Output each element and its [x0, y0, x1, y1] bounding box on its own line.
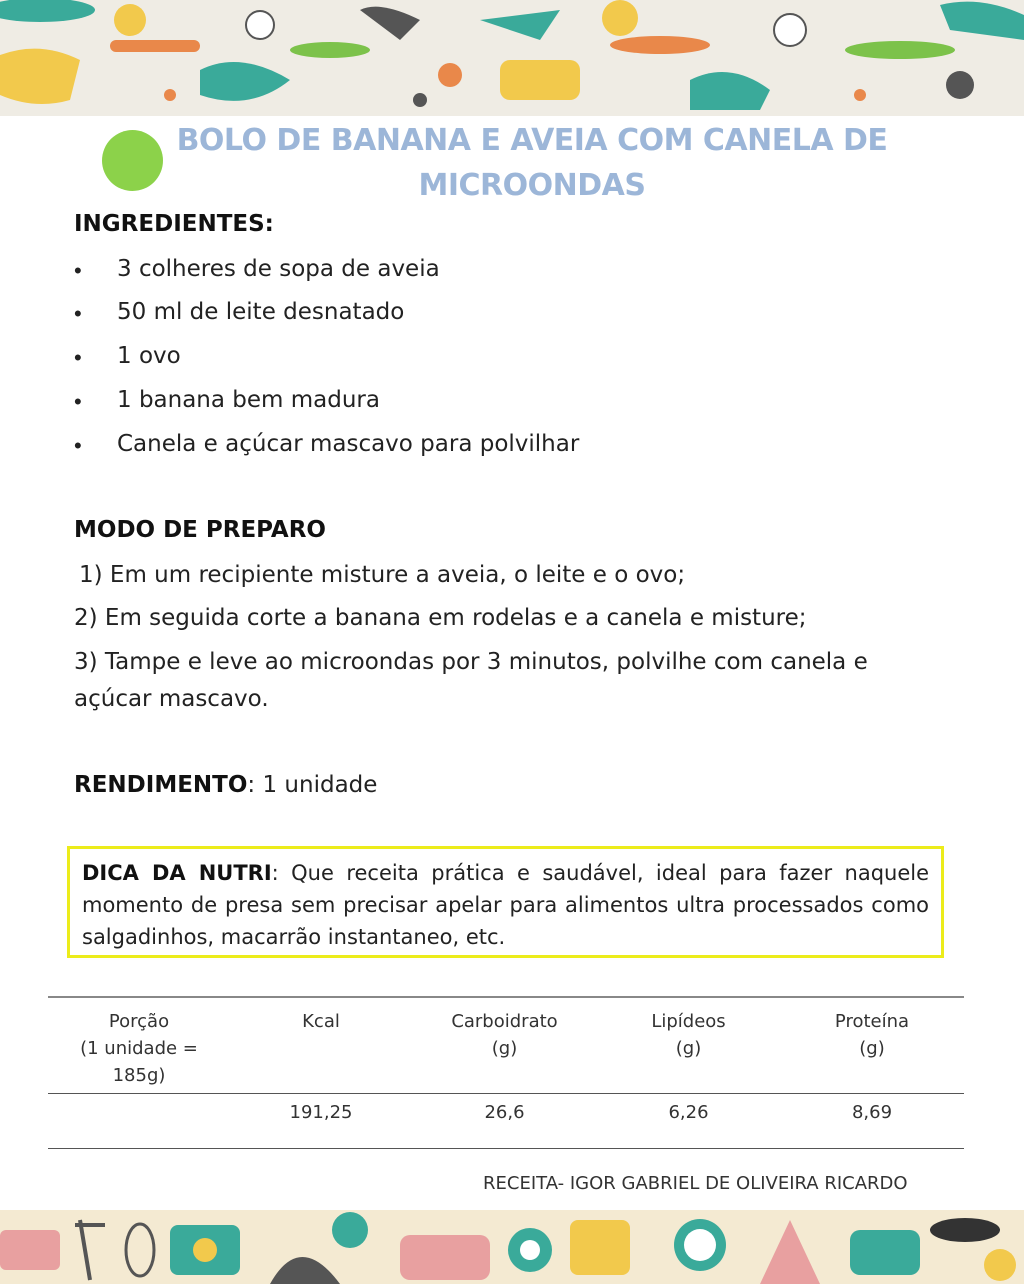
yield-line [74, 772, 377, 798]
preparation-step: 1) Em um recipiente misture a aveia, o leite e o ovo; [79, 562, 686, 588]
ingredients-heading: INGREDIENTES: [74, 211, 274, 237]
preparation-step: 3) Tampe e leve ao microondas por 3 minutos, polvilhe com canela e [74, 649, 868, 675]
recipe-credit: RECEITA- IGOR GABRIEL DE OLIVEIRA RICARDO [483, 1173, 908, 1194]
header-protein: Proteína (g) [780, 997, 964, 1093]
preparation-heading: MODO DE PREPARO [74, 517, 326, 543]
nutrition-table [48, 996, 964, 1149]
bottom-kitchen-banner [0, 1210, 1024, 1284]
ingredient-item: 1 banana bem madura [117, 387, 380, 413]
preparation-step: 2) Em seguida corte a banana em rodelas e a canela e misture; [74, 605, 807, 631]
cell-lipids: 6,26 [597, 1093, 780, 1148]
yield-label: RENDIMENTO [74, 772, 248, 798]
bullet-icon: • [74, 258, 82, 283]
bullet-icon: • [74, 301, 82, 326]
ingredient-item: 50 ml de leite desnatado [117, 299, 405, 325]
top-kitchen-banner [0, 0, 1024, 116]
ingredient-item: 1 ovo [117, 343, 181, 369]
yield-value: : 1 unidade [247, 772, 378, 798]
table-row [48, 1093, 964, 1148]
tip-label: DICA DA NUTRI [82, 861, 272, 885]
tip-text: : Que receita prática e saudável, ideal para fazer naquele momento de presa sem precisar apelar para alimentos ultra processados como salgadinhos, macarrão instantaneo, etc. [82, 861, 930, 949]
ingredient-item: 3 colheres de sopa de aveia [117, 256, 440, 282]
cell-carbohydrate: 26,6 [412, 1093, 597, 1148]
header-lipids: Lipídeos (g) [597, 997, 780, 1093]
cell-protein: 8,69 [780, 1093, 964, 1148]
cell-portion [48, 1093, 230, 1148]
ingredient-item: Canela e açúcar mascavo para polvilhar [117, 431, 580, 457]
bullet-icon: • [74, 389, 82, 414]
bullet-icon: • [74, 433, 82, 458]
header-kcal: Kcal [230, 997, 412, 1093]
cell-kcal: 191,25 [230, 1093, 412, 1148]
header-carbohydrate: Carboidrato (g) [412, 997, 597, 1093]
preparation-step: açúcar mascavo. [74, 686, 269, 712]
table-header-row [48, 997, 964, 1093]
header-portion: Porção (1 unidade = 185g) [48, 997, 230, 1093]
bullet-icon: • [74, 345, 82, 370]
recipe-title: BOLO DE BANANA E AVEIA COM CANELA DE MICROONDAS [176, 123, 888, 203]
nutritionist-tip-box [67, 846, 944, 958]
